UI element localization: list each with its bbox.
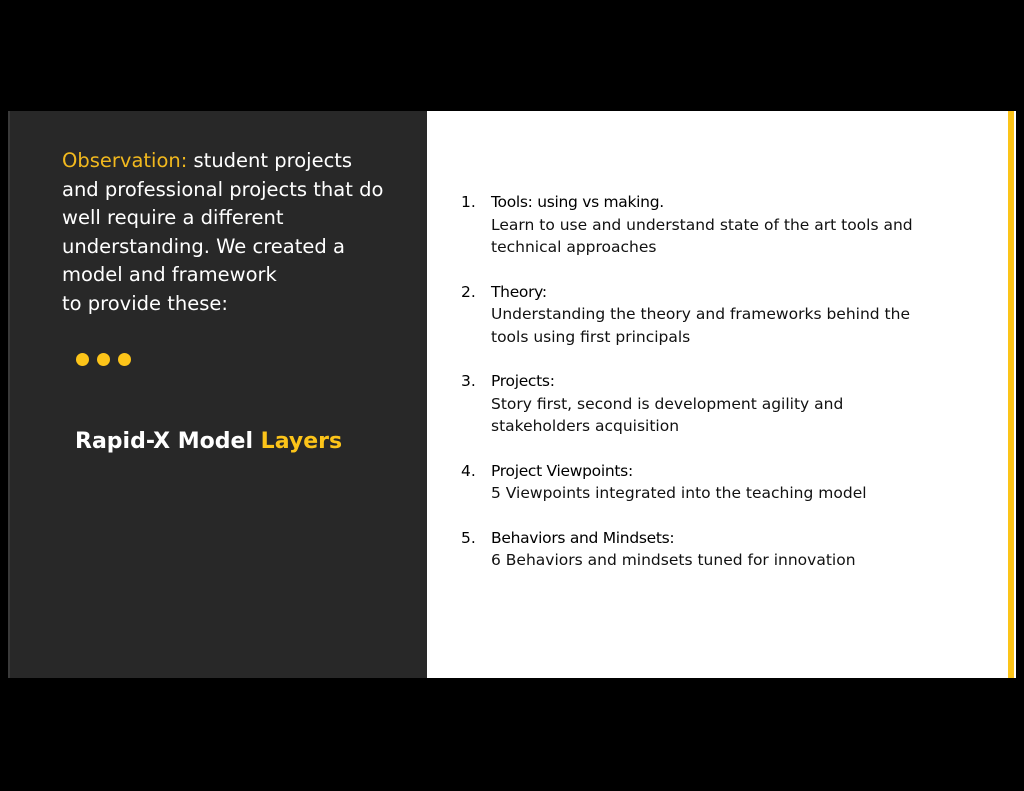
list-item-title: Tools: using vs making. [491,193,664,211]
list-item [461,527,941,572]
model-title [75,429,342,454]
list-item [461,370,941,438]
model-title-main: Rapid-X Model [75,429,253,454]
list-item-body [491,281,941,349]
dot-icon [118,353,131,366]
three-dots-icon [76,353,131,366]
observation-label: Observation: [62,149,188,172]
dot-icon [97,353,110,366]
list-item-description: 5 Viewpoints integrated into the teaching model [491,484,867,502]
list-item-body [491,527,941,572]
layers-list [461,191,941,594]
list-item-description: Understanding the theory and frameworks behind the tools using first principals [491,305,910,346]
list-item-description: Learn to use and understand state of the art tools and technical approaches [491,215,913,256]
left-panel [8,111,427,678]
slide [8,111,1016,678]
list-item-number: 1. [461,193,476,211]
list-item-title: Projects: [491,372,555,390]
list-item [461,191,941,259]
observation-body: student projects and professional projects that do well require a different understanding. We created a model and framework [62,149,384,287]
observation-body-end: to provide these: [62,291,228,315]
list-item-description: 6 Behaviors and mindsets tuned for innovation [491,551,856,569]
list-item-number: 5. [461,528,476,547]
list-item-title: Theory: [491,282,547,301]
dot-icon [76,353,89,366]
observation-text [62,147,392,319]
list-item-number: 4. [461,461,476,480]
list-item [461,460,941,505]
accent-bar [1008,111,1014,678]
list-item-number: 3. [461,372,476,390]
list-item-title: Project Viewpoints: [491,461,633,480]
list-item-body [491,460,941,505]
list-item-number: 2. [461,282,476,301]
list-item-title: Behaviors and Mindsets: [491,528,675,547]
list-item-description: Story first, second is development agility and stakeholders acquisition [491,394,844,435]
list-item [461,281,941,349]
list-item-body [491,370,941,438]
model-title-accent: Layers [260,429,343,454]
list-item-body [491,191,941,259]
